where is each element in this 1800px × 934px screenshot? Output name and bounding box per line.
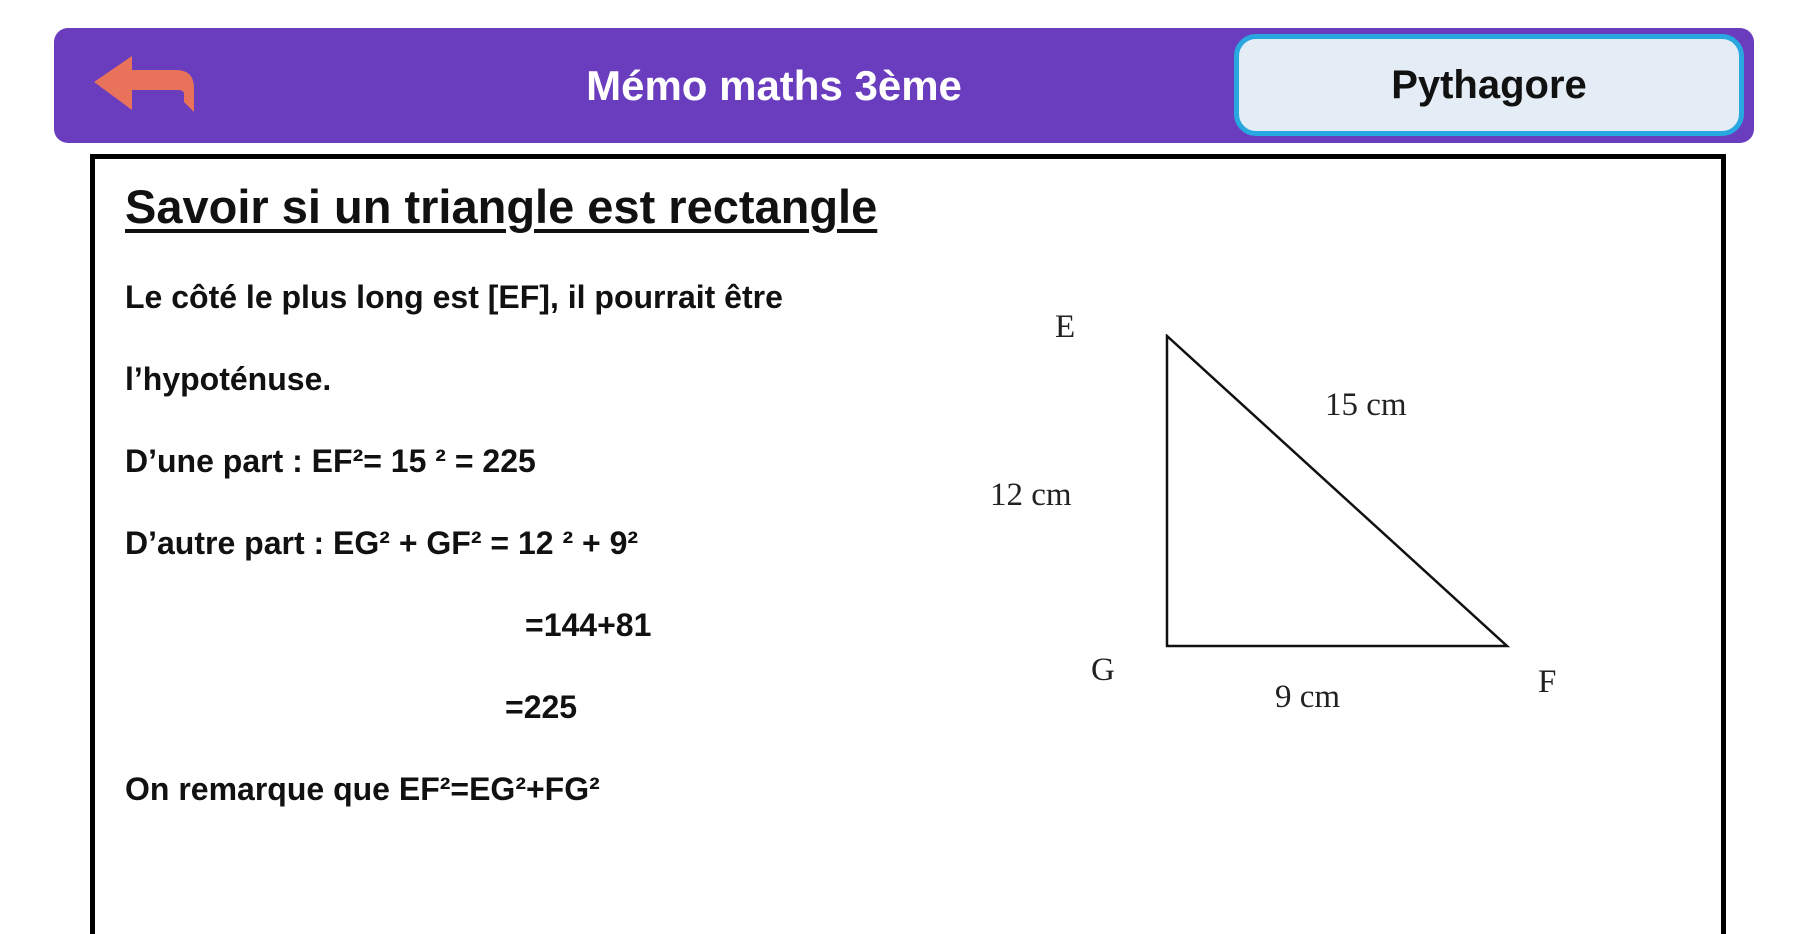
vertex-label-e: E bbox=[1055, 309, 1076, 345]
back-arrow-icon bbox=[90, 52, 200, 122]
section-title: Savoir si un triangle est rectangle bbox=[125, 180, 878, 233]
text-line: l’hypoténuse. bbox=[125, 361, 332, 397]
right-triangle-figure bbox=[1165, 334, 1525, 674]
text-line: Le côté le plus long est [EF], il pourrait être bbox=[125, 279, 783, 315]
text-line: =144+81 bbox=[525, 607, 652, 643]
back-button[interactable] bbox=[90, 52, 200, 122]
side-label-gf: 9 cm bbox=[1275, 679, 1341, 715]
text-line: D’autre part : EG² + GF² = 12 ² + 9² bbox=[125, 525, 639, 561]
topic-button[interactable]: Pythagore bbox=[1234, 34, 1744, 136]
side-label-ef: 15 cm bbox=[1325, 387, 1407, 423]
text-line: On remarque que EF²=EG²+FG² bbox=[125, 771, 600, 807]
app-header bbox=[54, 28, 1754, 143]
text-line: =225 bbox=[505, 689, 578, 725]
app-title: Mémo maths 3ème bbox=[586, 62, 962, 109]
memo-card bbox=[90, 154, 1726, 934]
side-label-eg: 12 cm bbox=[990, 477, 1072, 513]
vertex-label-f: F bbox=[1538, 664, 1557, 700]
text-line: D’une part : EF²= 15 ² = 225 bbox=[125, 443, 536, 479]
vertex-label-g: G bbox=[1091, 652, 1115, 688]
